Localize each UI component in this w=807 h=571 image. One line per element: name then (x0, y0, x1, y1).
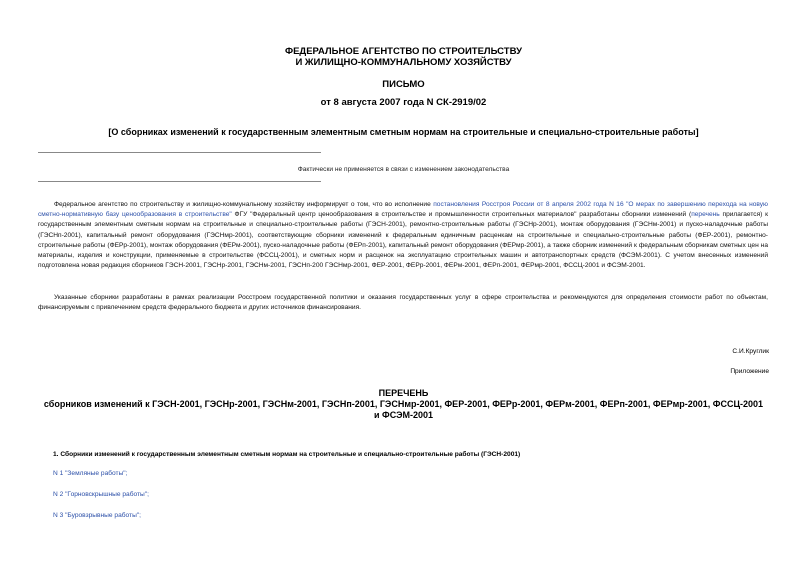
paragraph-1-mid: ФГУ "Федеральный центр ценообразования в строительстве и промышленности строительных материалов" разработаны сборники изменений ( (231, 211, 692, 219)
signature: С.И.Круглик (732, 348, 769, 355)
paragraph-1-lead: Федеральное агентство по строительству и жилищно-коммунальному хозяйству информирует о том, что во исполнение (54, 201, 434, 208)
divider-bottom (38, 181, 321, 182)
doc-type: ПИСЬМО (382, 79, 425, 90)
status-note: Фактически не применяется в связи с изменением законодательства (297, 166, 510, 173)
divider-top (38, 152, 321, 153)
paragraph-2: Указанные сборники разработаны в рамках реализации Росстроем государственной политики и оказания государственных услуг в сфере строительства и рекомендуются для определения стоимости работ по объектам, финансируемым с привлечением средств федерального бюджета и других источников финансирования. (38, 294, 768, 312)
list-link[interactable]: перечень (691, 211, 720, 219)
agency-name (0, 46, 807, 68)
paragraph-1-rest: прилагается) к государственным элементным сметным нормам на строительные и специально-строительные работы (ГЭСН-2001), ремонтно-строительные работы (ГЭСНр-2001), монтаж оборудования (ГЭСНм-2001) и пуско-наладочные работы (ГЭСНп-2001), капитальный ремонт оборудования (ГЭСНмр-2001), соответствующие сборники изменений к федеральным единичным расценкам на строительные и специально-строительные работы (ФЕР-2001), ремонтно-строительные работы (ФЕРр-2001), монтаж оборудования (ФЕРм-2001), пуско-наладочные работы (ФЕРп-2001), капитальный ремонт оборудования (ФЕРмр-2001), а также сборник изменений к федеральным сборникам сметных цен на материалы, изделия и конструкции, применяемые в строительстве (ФССЦ-2001), и сметных норм и расценок на эксплуатацию строительных машин и автотранспортных средств (ФСЭМ-2001). С учетом внесенных изменений подготовлена новая редакция сборников ГЭСН-2001, ГЭСНр-2001, ГЭСНм-2001, ГЭСНп-200 ГЭСНмр-2001, ФЕР-2001, ФЕРр-2001, ФЕРм-2001, ФЕРп-2001, ФЕРмр-2001, ФССЦ-2001 и ФСЭМ-2001. (38, 211, 768, 270)
list-title: ПЕРЕЧЕНЬ (378, 388, 429, 398)
list-heading (0, 388, 807, 421)
appendix-label: Приложение (730, 368, 769, 375)
list-item-link[interactable]: N 2 "Горновскрышные работы"; (53, 491, 149, 498)
doc-subject: [О сборниках изменений к государственным элементным сметным нормам на строительные и специально-строительные работы] (108, 127, 699, 137)
doc-date-number: от 8 августа 2007 года N СК-2919/02 (320, 97, 487, 108)
agency-line-1: ФЕДЕРАЛЬНОЕ АГЕНТСТВО ПО СТРОИТЕЛЬСТВУ (284, 46, 523, 57)
list-subtitle: сборников изменений к ГЭСН-2001, ГЭСНр-2001, ГЭСНм-2001, ГЭСНп-2001, ГЭСНмр-2001, ФЕР-2001, ФЕРр-2001, ФЕРм-2001, ФЕРп-2001, ФЕРмр-2001, ФССЦ-2001 и ФСЭМ-2001 (43, 399, 764, 420)
decree-link[interactable]: постановления Росстроя России от 8 апреля 2002 года N 16 "О мерах по завершению перехода на новую сметно-нормативную базу ценообразования в строительстве" (38, 201, 768, 219)
paragraph-1 (38, 200, 768, 271)
list-item-link[interactable]: N 3 "Буровзрывные работы"; (53, 512, 141, 519)
section-1-heading: 1. Сборники изменений к государственным элементным сметным нормам на строительные и специально-строительные работы (ГЭСН-2001) (53, 451, 521, 458)
list-item-link[interactable]: N 1 "Земляные работы"; (53, 470, 128, 477)
agency-line-2: И ЖИЛИЩНО-КОММУНАЛЬНОМУ ХОЗЯЙСТВУ (295, 57, 512, 68)
